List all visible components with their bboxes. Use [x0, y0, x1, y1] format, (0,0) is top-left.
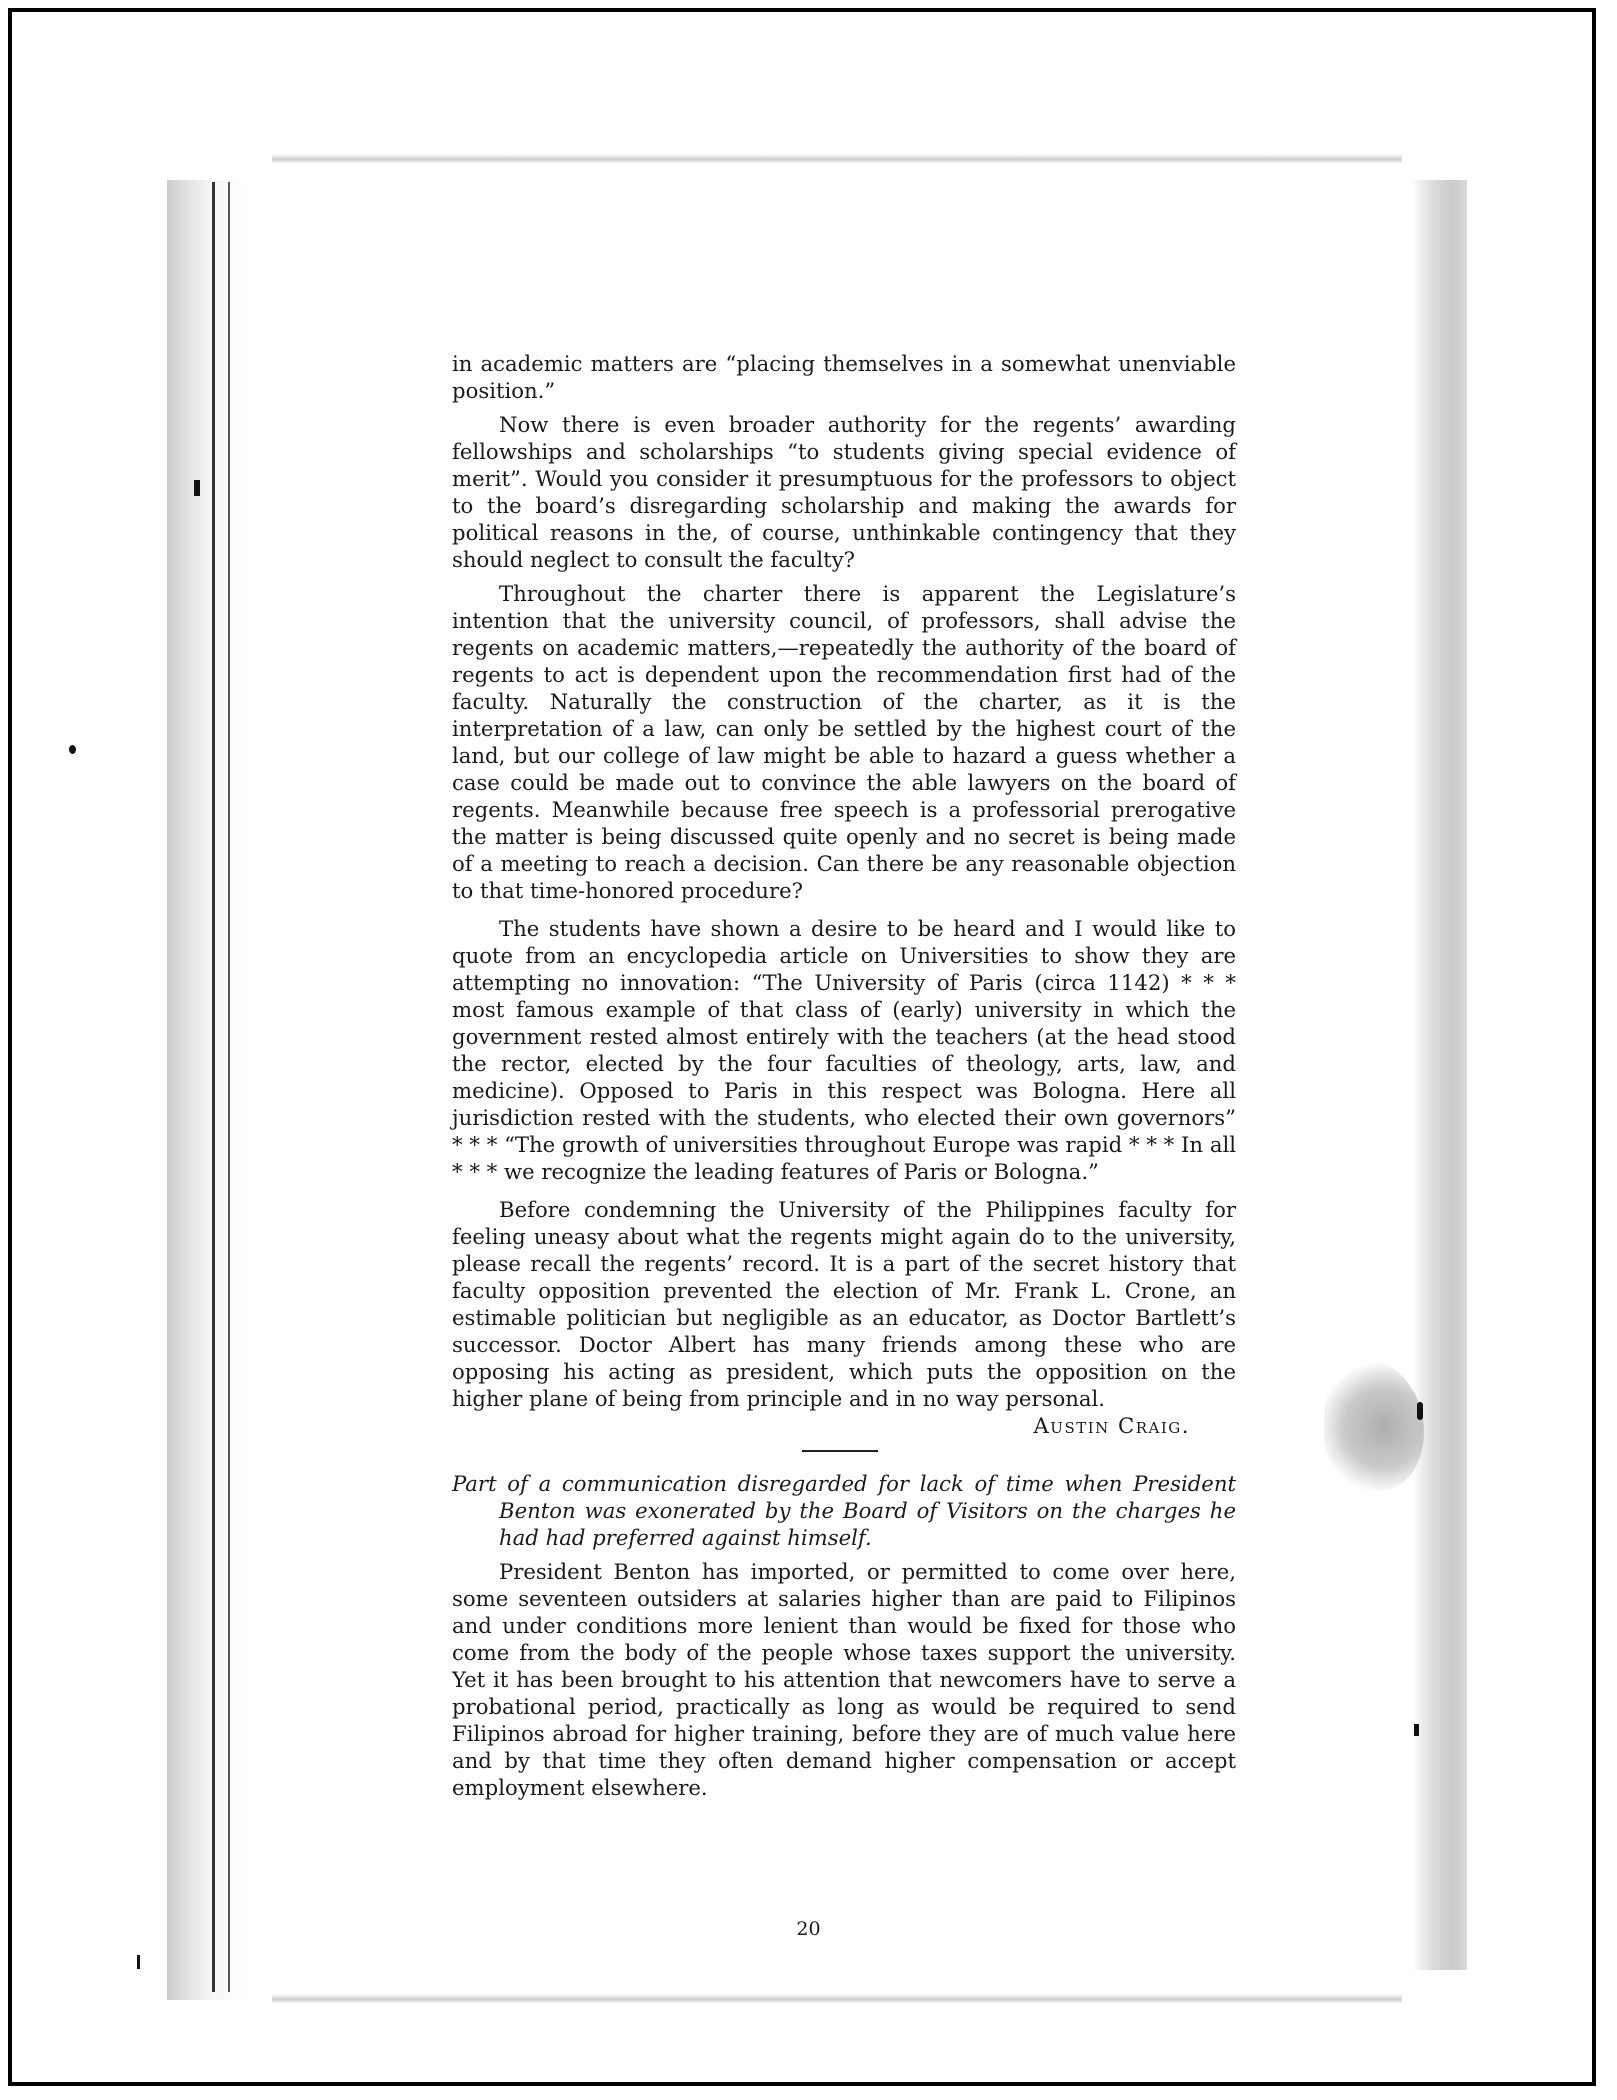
paragraph-fellowships: Now there is even broader authority for the regents’ awarding fellowships and scholarships “to students giving special evidence of merit”. Would you consider it presumptuous for the professors to object to the board’s disregarding scholarship and making the awards for political reasons in the, of course, unthinkable contingency that they should neglect to consult the faculty?: [452, 412, 1236, 572]
page-edge-bottom: [272, 1994, 1402, 2004]
binding-line: [228, 182, 230, 1992]
speck: [194, 480, 200, 496]
article-body: [452, 350, 1236, 1801]
page-edge-top: [272, 154, 1402, 164]
paragraph-faculty: Before condemning the University of the Philippines faculty for feeling uneasy about what the regents might again do to the university, please recall the regents’ record. It is a part of the secret history that faculty opposition prevented the election of Mr. Frank L. Crone, an estimable politician but negligible as an educator, as Doctor Bartlett’s successor. Doctor Albert has many friends among these who are opposing his acting as president, which puts the opposition on the higher plane of being from principle and in no way personal.: [452, 1197, 1236, 1411]
paragraph-charter: Throughout the charter there is apparent the Legislature’s intention that the university council, of professors, shall advise the regents on academic matters,—repeatedly the authority of the board of regents to act is dependent upon the recommendation first had of the faculty. Naturally the construction of the charter, as it is the interpretation of a law, can only be settled by the highest court of the land, but our college of law might be able to hazard a guess whether a case could be made out to convince the able lawyers on the board of regents. Meanwhile because free speech is a professorial prerogative the matter is being discussed quite openly and no secret is being made of a meeting to reach a decision. Can there be any reasonable objection to that time-honored procedure?: [452, 581, 1236, 903]
editorial-note: Part of a communication disregarded for lack of time when President Benton was exonerated by the Board of Visitors on the charges he had had preferred against himself.: [452, 1471, 1236, 1550]
page-number: 20: [796, 1918, 821, 1940]
speck: [69, 745, 76, 754]
paragraph-benton: President Benton has imported, or permitted to come over here, some seventeen outsiders at salaries higher than are paid to Filipinos and under conditions more lenient than would be fixed for those who come from the body of the people whose taxes support the university. Yet it has been brought to his attention that newcomers have to serve a probational period, practically as long as would be required to send Filipinos abroad for higher training, before they are of much value here and by that time they often demand higher compensation or accept employment elsewhere.: [452, 1559, 1236, 1800]
speck: [137, 1955, 140, 1969]
page-edge-right: [1412, 180, 1467, 1970]
ink-blot: [1324, 1362, 1424, 1492]
section-divider: [802, 1450, 878, 1452]
speck: [1414, 1724, 1419, 1736]
speck: [1417, 1402, 1423, 1420]
paragraph-continuation: in academic matters are “placing themselves in a somewhat unenviable position.”: [452, 351, 1236, 403]
binding-line: [212, 182, 215, 1992]
paragraph-students: The students have shown a desire to be heard and I would like to quote from an encyclopedia article on Universities to show they are attempting no innovation: “The University of Paris (circa 1142) * * * most famous example of that class of (early) university in which the government rested almost entirely with the teachers (at the head stood the rector, elected by the four faculties of theology, arts, law, and medicine). Opposed to Paris in this respect was Bologna. Here all jurisdiction rested with the students, who elected their own governors” * * * “The growth of universities throughout Europe was rapid * * * In all * * * we recognize the leading features of Paris or Bologna.”: [452, 916, 1236, 1184]
author-signature: Austin Craig.: [1033, 1413, 1190, 1438]
page-edge-left: [167, 180, 247, 2000]
